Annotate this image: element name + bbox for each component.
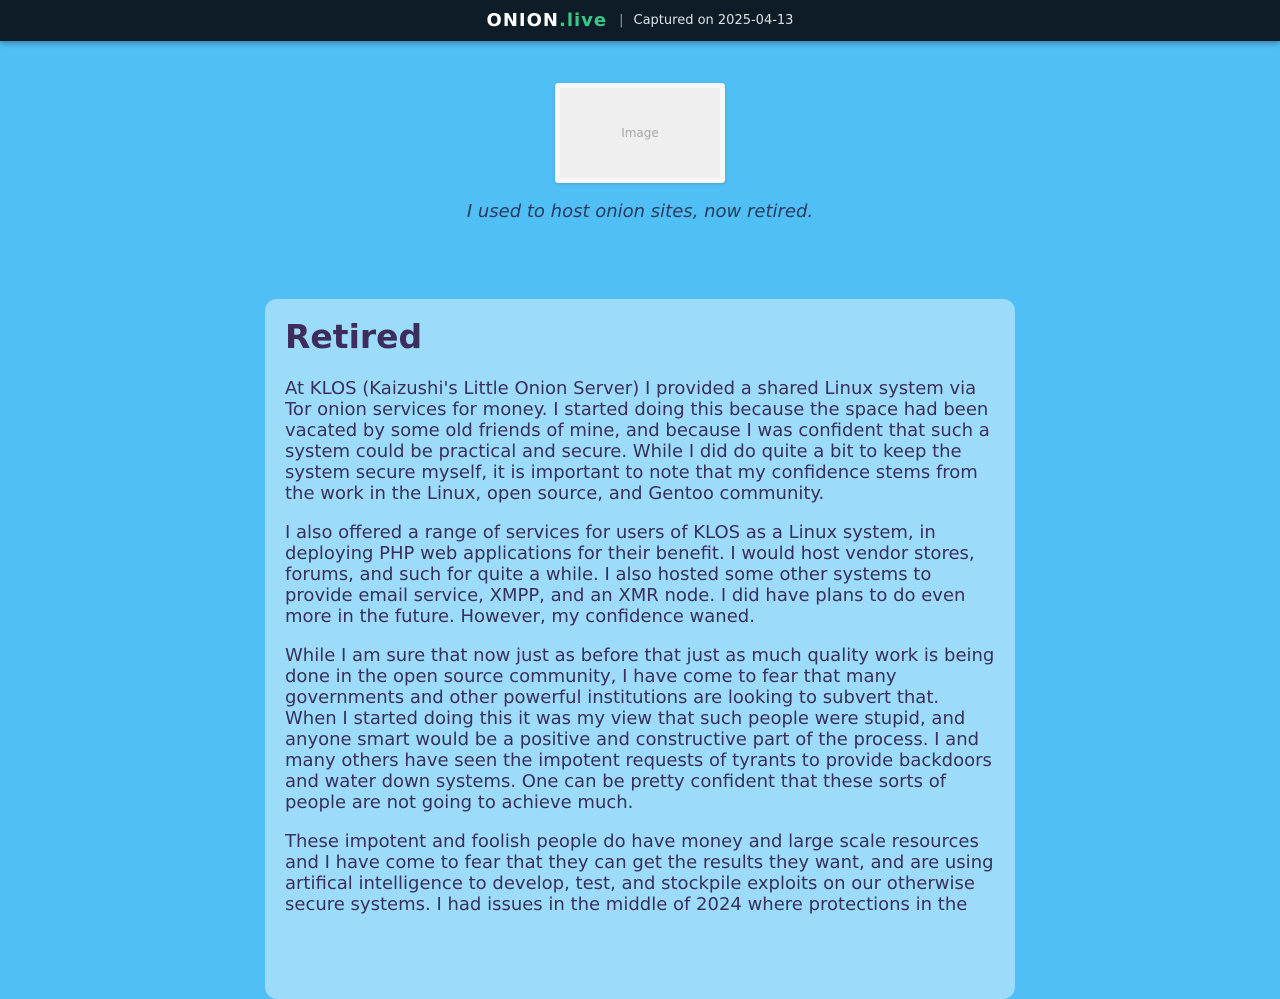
brand-logo[interactable] (487, 10, 608, 31)
site-tagline: I used to host onion sites, now retired. (466, 201, 814, 222)
top-bar (0, 0, 1280, 41)
header-separator: | (619, 13, 624, 28)
article-paragraph: I also offered a range of services for users of KLOS as a Linux system, in deploying PHP web applications for their benefit. I would host vendor stores, forums, and such for quite a while. I also hosted some other systems to provide email service, XMPP, and an XMR node. I did have plans to do even more in the future. However, my confidence waned. (285, 522, 975, 627)
profile-image (555, 83, 725, 183)
article-paragraph: While I am sure that now just as before that just as much quality work is being done in the open source community, I have come to fear that many governments and other powerful institutions are looking to subvert that. When I started doing this it was my view that such people were stupid, and anyone smart would be a positive and constructive part of the process. I and many others have seen the impotent requests of tyrants to provide backdoors and water down systems. One can be pretty confident that these sorts of people are not going to achieve much. (285, 645, 995, 813)
article-paragraph: These impotent and foolish people do have money and large scale resources and I have come to fear that they can get the results they want, and are using artifical intelligence to develop, test, and stockpile exploits on our otherwise secure systems. I had issues in the middle of 2024 where protections in the (285, 831, 994, 915)
article-card (265, 299, 1015, 999)
brand-tld: .live (558, 10, 608, 31)
hero-section (0, 83, 1280, 222)
article-title: Retired (285, 317, 423, 356)
brand-name: ONION (486, 10, 559, 31)
image-placeholder-text: Image (621, 126, 659, 140)
capture-date: Captured on 2025-04-13 (633, 13, 794, 28)
article-paragraph: At KLOS (Kaizushi's Little Onion Server) I provided a shared Linux system via Tor onion services for money. I started doing this because the space had been vacated by some old friends of mine, and because I was confident that such a system could be practical and secure. While I did do quite a bit to keep the system secure myself, it is important to note that my confidence stems from the work in the Linux, open source, and Gentoo community. (285, 378, 990, 504)
